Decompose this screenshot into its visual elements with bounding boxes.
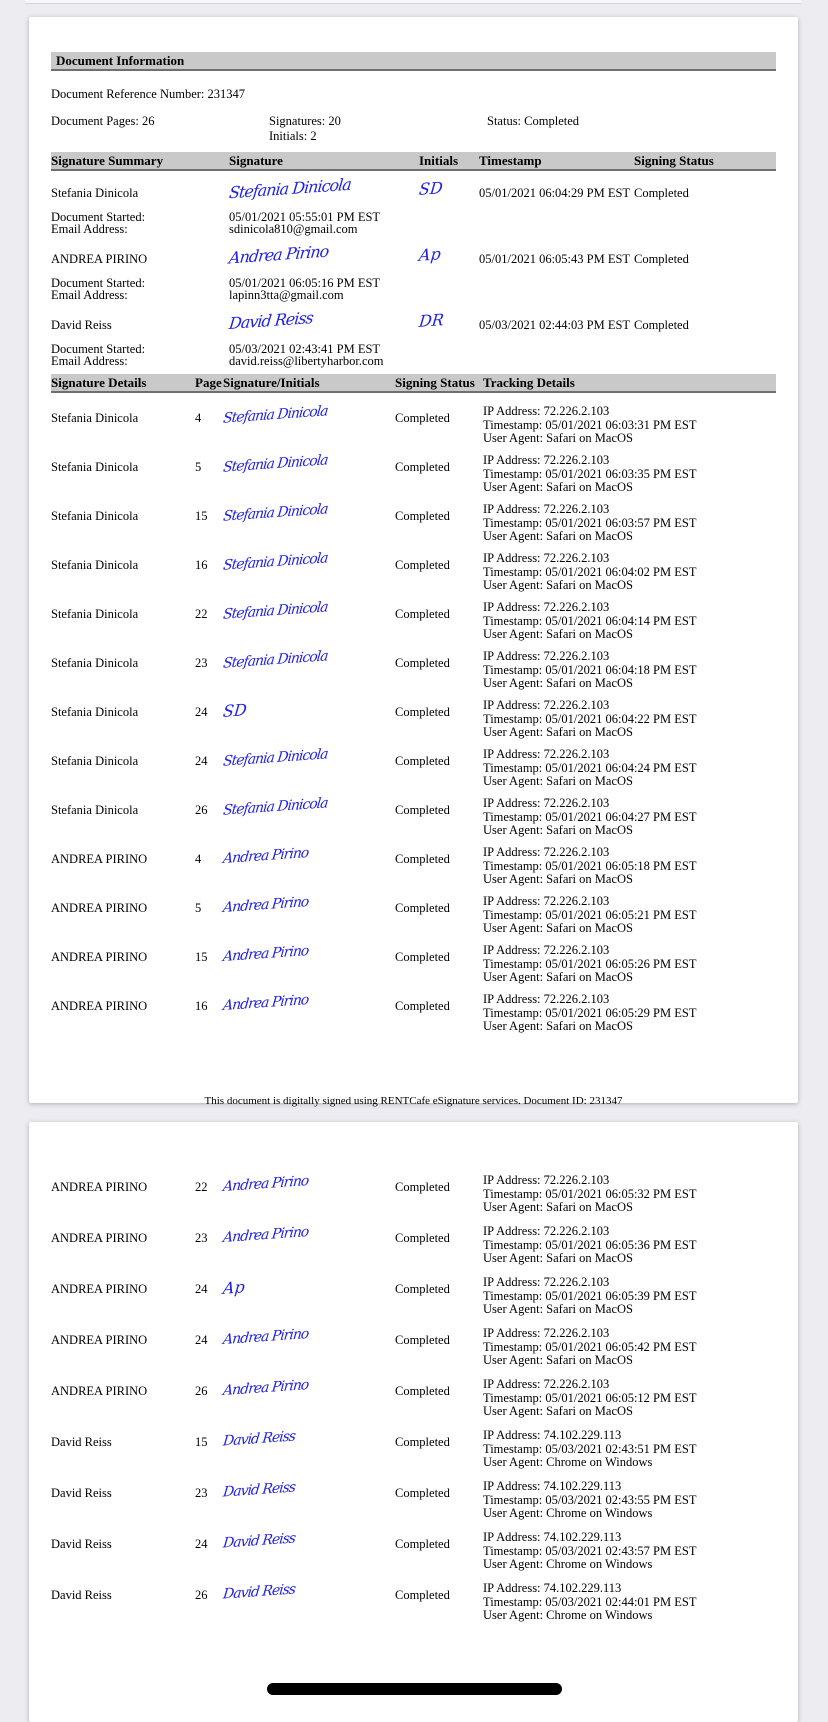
user-agent: User Agent: Chrome on Windows [483, 1557, 653, 1571]
signature-detail-row [51, 452, 776, 501]
tracking-details [483, 944, 696, 985]
email-address-value: lapinn3tta@gmail.com [229, 288, 344, 302]
signature-details-table-page2 [51, 1172, 776, 1631]
tracking-details [483, 1378, 696, 1419]
user-agent: User Agent: Safari on MacOS [483, 872, 633, 886]
signing-status: Completed [395, 999, 450, 1013]
signing-status: Completed [395, 1537, 450, 1551]
ip-address: IP Address: 72.226.2.103 [483, 502, 610, 516]
sub-labels [51, 343, 145, 367]
user-agent: User Agent: Safari on MacOS [483, 774, 633, 788]
signature-detail-row [51, 1529, 776, 1580]
signing-status: Completed [395, 1435, 450, 1449]
timestamp: Timestamp: 05/01/2021 06:04:22 PM EST [483, 711, 697, 726]
ip-address: IP Address: 72.226.2.103 [483, 943, 610, 957]
ip-address: IP Address: 74.102.229.113 [483, 1530, 622, 1544]
user-agent: User Agent: Safari on MacOS [483, 725, 633, 739]
signature-summary-row [51, 303, 776, 369]
signing-status: Completed [395, 558, 450, 572]
signature-image [222, 1428, 296, 1450]
signature-summary-table [51, 171, 776, 369]
user-agent: User Agent: Safari on MacOS [483, 1200, 633, 1214]
email-address-value: david.reiss@libertyharbor.com [229, 354, 384, 368]
timestamp: Timestamp: 05/03/2021 02:43:57 PM EST [483, 1543, 697, 1558]
signature-image [222, 599, 329, 623]
user-agent: User Agent: Safari on MacOS [483, 676, 633, 690]
signature-detail-row [51, 1478, 776, 1529]
signer-name: ANDREA PIRINO [51, 950, 148, 964]
signing-status: Completed [395, 509, 450, 523]
signature-script: Stefania Dinicola [228, 174, 352, 203]
ip-address: IP Address: 72.226.2.103 [483, 698, 610, 712]
document-pages: Document Pages: 26 [51, 114, 155, 128]
page-number: 26 [195, 1384, 208, 1398]
signing-status: Completed [395, 950, 450, 964]
document-started-value: 05/03/2021 02:43:41 PM EST [229, 342, 381, 356]
signature-script: David Reiss [228, 307, 314, 334]
page-number: 5 [195, 901, 202, 915]
timestamp: Timestamp: 05/01/2021 06:03:35 PM EST [483, 466, 697, 481]
signer-name: Stefania Dinicola [51, 509, 139, 523]
signature-script: Stefania Dinicola [222, 550, 329, 574]
tracking-details [483, 405, 696, 446]
tracking-details [483, 552, 696, 593]
signer-name: Stefania Dinicola [51, 460, 139, 474]
signing-status: Completed [395, 1282, 450, 1296]
timestamp: Timestamp: 05/01/2021 06:05:29 PM EST [483, 1005, 697, 1020]
signature-image [222, 1325, 310, 1349]
signature-image [222, 942, 310, 966]
signing-status: Completed [395, 607, 450, 621]
document-started-value: 05/01/2021 05:55:01 PM EST [229, 210, 381, 224]
timestamp: Timestamp: 05/01/2021 06:05:39 PM EST [483, 1288, 697, 1303]
tracking-details [483, 1582, 696, 1623]
signature-summary-row [51, 171, 776, 237]
signer-name: Stefania Dinicola [51, 705, 139, 719]
page-number: 24 [195, 754, 208, 768]
signature-script: David Reiss [222, 1581, 296, 1603]
signature-script: Stefania Dinicola [222, 648, 329, 672]
col-signature-summary: Signature Summary [51, 153, 164, 168]
timestamp: Timestamp: 05/01/2021 06:05:36 PM EST [483, 1237, 697, 1252]
timestamp: Timestamp: 05/01/2021 06:05:12 PM EST [483, 1390, 697, 1405]
signer-name: David Reiss [51, 1588, 112, 1602]
ip-address: IP Address: 74.102.229.113 [483, 1428, 622, 1442]
tracking-details [483, 1327, 696, 1368]
signature-detail-row [51, 1172, 776, 1223]
document-information-header [51, 52, 776, 71]
signature-detail-row [51, 746, 776, 795]
signature-script: Andrea Pirino [222, 844, 310, 868]
signature-script: Andrea Pirino [222, 1325, 310, 1349]
page-number: 5 [195, 460, 202, 474]
signer-name: ANDREA PIRINO [51, 1231, 148, 1245]
signing-status: Completed [395, 1384, 450, 1398]
timestamp: Timestamp: 05/03/2021 02:43:51 PM EST [483, 1441, 697, 1456]
page-number: 24 [195, 1282, 208, 1296]
user-agent: User Agent: Safari on MacOS [483, 1353, 633, 1367]
signature-image [228, 241, 330, 268]
document-reference-number: Document Reference Number: 231347 [51, 87, 246, 101]
page-number: 23 [195, 1486, 208, 1500]
signed-timestamp: 05/03/2021 02:44:03 PM EST [479, 318, 631, 332]
signature-image [222, 1172, 310, 1196]
user-agent: User Agent: Safari on MacOS [483, 970, 633, 984]
signature-script: SD [222, 700, 248, 721]
signature-detail-row [51, 1223, 776, 1274]
tracking-details [483, 601, 696, 642]
sub-values [229, 277, 380, 301]
signature-image [222, 991, 310, 1015]
signature-script: Andrea Pirino [222, 1223, 310, 1247]
signature-script: Ap [222, 1277, 246, 1298]
sub-labels [51, 277, 145, 301]
user-agent: User Agent: Safari on MacOS [483, 1251, 633, 1265]
tracking-details [483, 1276, 696, 1317]
signing-status: Completed [395, 754, 450, 768]
signer-name: Stefania Dinicola [51, 558, 139, 572]
document-status: Status: Completed [487, 114, 580, 128]
user-agent: User Agent: Chrome on Windows [483, 1506, 653, 1520]
initials-script: DR [418, 310, 445, 331]
signature-image [222, 844, 310, 868]
page-number: 26 [195, 1588, 208, 1602]
page-footer: This document is digitally signed using RENTCafe eSignature services. Document ID: 231347 [204, 1095, 623, 1107]
tracking-details [483, 895, 696, 936]
user-agent: User Agent: Safari on MacOS [483, 529, 633, 543]
page-number: 24 [195, 1333, 208, 1347]
signature-image [222, 1479, 296, 1501]
signer-name: Stefania Dinicola [51, 411, 139, 425]
signature-detail-row [51, 795, 776, 844]
signature-image [222, 1530, 296, 1552]
signer-name: Stefania Dinicola [51, 607, 139, 621]
signature-image [222, 746, 329, 770]
signature-detail-row [51, 1274, 776, 1325]
document-started-label: Document Started: [51, 276, 146, 290]
signer-name: ANDREA PIRINO [51, 999, 148, 1013]
signature-image [223, 701, 247, 720]
signature-detail-row [51, 1580, 776, 1631]
sub-values [229, 211, 380, 235]
signature-summary-header-bar [51, 152, 776, 171]
ip-address: IP Address: 72.226.2.103 [483, 796, 610, 810]
signer-name: David Reiss [51, 1435, 112, 1449]
timestamp: Timestamp: 05/01/2021 06:04:14 PM EST [483, 613, 697, 628]
signer-name: ANDREA PIRINO [51, 1384, 148, 1398]
tracking-details [483, 748, 696, 789]
signatures-count: Signatures: 20 [269, 114, 341, 128]
tracking-details [483, 1225, 696, 1266]
signature-script: David Reiss [222, 1479, 296, 1501]
tracking-details [483, 503, 696, 544]
timestamp: Timestamp: 05/01/2021 06:04:02 PM EST [483, 564, 697, 579]
col-initials: Initials [419, 153, 459, 168]
signature-image [222, 648, 329, 672]
signature-details-header-bar [51, 374, 776, 393]
user-agent: User Agent: Safari on MacOS [483, 627, 633, 641]
tracking-details [483, 846, 696, 887]
signing-status: Completed [395, 1333, 450, 1347]
signer-name: Stefania Dinicola [51, 754, 139, 768]
signer-name: ANDREA PIRINO [51, 1180, 148, 1194]
signing-status: Completed [395, 901, 450, 915]
email-address-value: sdinicola810@gmail.com [229, 222, 358, 236]
signature-detail-row [51, 1427, 776, 1478]
ip-address: IP Address: 72.226.2.103 [483, 894, 610, 908]
email-address-label: Email Address: [51, 222, 128, 236]
page-number: 22 [195, 607, 208, 621]
signing-status: Completed [395, 411, 450, 425]
ip-address: IP Address: 72.226.2.103 [483, 1326, 610, 1340]
ip-address: IP Address: 72.226.2.103 [483, 453, 610, 467]
signing-status: Completed [395, 1180, 450, 1194]
document-started-label: Document Started: [51, 210, 146, 224]
page-number: 23 [195, 656, 208, 670]
signed-timestamp: 05/01/2021 06:05:43 PM EST [479, 252, 631, 266]
tracking-details [483, 650, 696, 691]
signer-name: ANDREA PIRINO [51, 1333, 148, 1347]
sub-labels [51, 211, 145, 235]
signature-detail-row [51, 697, 776, 746]
signing-status: Completed [395, 1486, 450, 1500]
ip-address: IP Address: 72.226.2.103 [483, 551, 610, 565]
tracking-details [483, 1480, 696, 1521]
document-started-value: 05/01/2021 06:05:16 PM EST [229, 276, 381, 290]
signed-timestamp: 05/01/2021 06:04:29 PM EST [479, 186, 631, 200]
col-signature: Signature [229, 153, 283, 168]
signature-image [223, 1278, 245, 1297]
user-agent: User Agent: Chrome on Windows [483, 1608, 653, 1622]
signature-image [222, 1376, 310, 1400]
signature-image [222, 501, 329, 525]
signer-name: ANDREA PIRINO [51, 1282, 148, 1296]
ip-address: IP Address: 72.226.2.103 [483, 1224, 610, 1238]
ip-address: IP Address: 72.226.2.103 [483, 1275, 610, 1289]
signing-status: Completed [395, 460, 450, 474]
tracking-details [483, 1429, 696, 1470]
page-number: 16 [195, 999, 208, 1013]
ip-address: IP Address: 72.226.2.103 [483, 1377, 610, 1391]
signature-detail-row [51, 403, 776, 452]
col-signing-status: Signing Status [395, 375, 475, 390]
page-number: 24 [195, 1537, 208, 1551]
user-agent: User Agent: Safari on MacOS [483, 1019, 633, 1033]
page-number: 15 [195, 509, 208, 523]
signature-detail-row [51, 599, 776, 648]
signer-name: Stefania Dinicola [51, 803, 139, 817]
timestamp: Timestamp: 05/01/2021 06:04:27 PM EST [483, 809, 697, 824]
tracking-details [483, 454, 696, 495]
ip-address: IP Address: 72.226.2.103 [483, 845, 610, 859]
signing-status: Completed [395, 1231, 450, 1245]
ip-address: IP Address: 72.226.2.103 [483, 404, 610, 418]
user-agent: User Agent: Safari on MacOS [483, 431, 633, 445]
home-indicator[interactable] [267, 1683, 562, 1695]
initials-count: Initials: 2 [269, 129, 317, 143]
signer-name: David Reiss [51, 318, 112, 332]
signer-name: ANDREA PIRINO [51, 852, 148, 866]
signing-status: Completed [395, 705, 450, 719]
initials-image [419, 179, 443, 198]
signature-detail-row [51, 1376, 776, 1427]
signature-detail-row [51, 501, 776, 550]
signing-status: Completed [634, 318, 689, 332]
signature-image [222, 1223, 310, 1247]
signature-script: Stefania Dinicola [222, 746, 329, 770]
previous-page-edge [25, 0, 801, 4]
tracking-details [483, 699, 696, 740]
user-agent: User Agent: Safari on MacOS [483, 480, 633, 494]
signature-script: Stefania Dinicola [222, 501, 329, 525]
col-timestamp: Timestamp [479, 153, 542, 168]
ip-address: IP Address: 72.226.2.103 [483, 649, 610, 663]
timestamp: Timestamp: 05/01/2021 06:05:21 PM EST [483, 907, 697, 922]
ip-address: IP Address: 74.102.229.113 [483, 1581, 622, 1595]
signature-script: Stefania Dinicola [222, 452, 329, 476]
signature-image [222, 1581, 296, 1603]
signature-script: Andrea Pirino [222, 991, 310, 1015]
signing-status: Completed [634, 252, 689, 266]
signature-details-table-page1 [51, 403, 776, 1040]
signature-detail-row [51, 991, 776, 1040]
signature-script: Stefania Dinicola [222, 599, 329, 623]
document-started-label: Document Started: [51, 342, 146, 356]
timestamp: Timestamp: 05/01/2021 06:05:18 PM EST [483, 858, 697, 873]
signature-detail-row [51, 942, 776, 991]
signature-detail-row [51, 893, 776, 942]
email-address-label: Email Address: [51, 288, 128, 302]
signer-name: David Reiss [51, 1486, 112, 1500]
signature-image [222, 452, 329, 476]
timestamp: Timestamp: 05/01/2021 06:05:42 PM EST [483, 1339, 697, 1354]
signature-image [222, 795, 329, 819]
signature-script: Andrea Pirino [228, 241, 330, 268]
user-agent: User Agent: Chrome on Windows [483, 1455, 653, 1469]
user-agent: User Agent: Safari on MacOS [483, 823, 633, 837]
timestamp: Timestamp: 05/01/2021 06:04:24 PM EST [483, 760, 697, 775]
signature-script: Stefania Dinicola [222, 403, 329, 427]
signing-status: Completed [395, 852, 450, 866]
signature-image [222, 550, 329, 574]
page-number: 4 [195, 852, 202, 866]
ip-address: IP Address: 74.102.229.113 [483, 1479, 622, 1493]
col-page: Page [195, 375, 222, 390]
signing-status: Completed [395, 803, 450, 817]
timestamp: Timestamp: 05/01/2021 06:04:18 PM EST [483, 662, 697, 677]
section-title: Document Information [56, 53, 185, 68]
timestamp: Timestamp: 05/03/2021 02:43:55 PM EST [483, 1492, 697, 1507]
signature-script: David Reiss [222, 1428, 296, 1450]
ip-address: IP Address: 72.226.2.103 [483, 747, 610, 761]
signature-image [222, 893, 310, 917]
signature-script: Andrea Pirino [222, 1172, 310, 1196]
page-number: 23 [195, 1231, 208, 1245]
initials-image [419, 245, 441, 264]
pdf-page-1 [29, 17, 798, 1107]
timestamp: Timestamp: 05/03/2021 02:44:01 PM EST [483, 1594, 697, 1609]
user-agent: User Agent: Safari on MacOS [483, 578, 633, 592]
col-signing-status: Signing Status [634, 153, 714, 168]
tracking-details [483, 797, 696, 838]
timestamp: Timestamp: 05/01/2021 06:03:31 PM EST [483, 417, 697, 432]
col-tracking-details: Tracking Details [483, 375, 575, 390]
signer-name: ANDREA PIRINO [51, 901, 148, 915]
signature-script: Stefania Dinicola [222, 795, 329, 819]
ip-address: IP Address: 72.226.2.103 [483, 1173, 610, 1187]
signature-script: Andrea Pirino [222, 942, 310, 966]
page-number: 15 [195, 1435, 208, 1449]
signer-name: David Reiss [51, 1537, 112, 1551]
initials-script: SD [418, 178, 444, 199]
signer-name: ANDREA PIRINO [51, 252, 148, 266]
document-info-row [51, 114, 776, 148]
sub-values [229, 343, 384, 367]
signature-detail-row [51, 550, 776, 599]
signature-summary-row [51, 237, 776, 303]
page-number: 4 [195, 411, 202, 425]
col-signature-initials: Signature/Initials [223, 375, 320, 390]
page-number: 26 [195, 803, 208, 817]
signature-detail-row [51, 1325, 776, 1376]
pdf-page-2 [29, 1122, 798, 1722]
email-address-label: Email Address: [51, 354, 128, 368]
signing-status: Completed [395, 656, 450, 670]
page-number: 22 [195, 1180, 208, 1194]
page-number: 15 [195, 950, 208, 964]
user-agent: User Agent: Safari on MacOS [483, 1302, 633, 1316]
signing-status: Completed [395, 1588, 450, 1602]
ip-address: IP Address: 72.226.2.103 [483, 992, 610, 1006]
timestamp: Timestamp: 05/01/2021 06:05:26 PM EST [483, 956, 697, 971]
tracking-details [483, 993, 696, 1034]
signature-script: Andrea Pirino [222, 1376, 310, 1400]
tracking-details [483, 1531, 696, 1572]
initials-script: Ap [418, 244, 442, 265]
page-number: 16 [195, 558, 208, 572]
tracking-details [483, 1174, 696, 1215]
signature-image [222, 403, 329, 427]
page-number: 24 [195, 705, 208, 719]
ip-address: IP Address: 72.226.2.103 [483, 600, 610, 614]
signature-detail-row [51, 648, 776, 697]
user-agent: User Agent: Safari on MacOS [483, 921, 633, 935]
timestamp: Timestamp: 05/01/2021 06:05:32 PM EST [483, 1186, 697, 1201]
user-agent: User Agent: Safari on MacOS [483, 1404, 633, 1418]
signature-script: David Reiss [222, 1530, 296, 1552]
signer-name: Stefania Dinicola [51, 656, 139, 670]
signature-script: Andrea Pirino [222, 893, 310, 917]
signature-image [228, 174, 352, 203]
signer-name: Stefania Dinicola [51, 186, 139, 200]
col-signature-details: Signature Details [51, 375, 147, 390]
signature-image [228, 307, 314, 334]
signing-status: Completed [634, 186, 689, 200]
initials-image [419, 311, 444, 330]
signature-detail-row [51, 844, 776, 893]
timestamp: Timestamp: 05/01/2021 06:03:57 PM EST [483, 515, 697, 530]
